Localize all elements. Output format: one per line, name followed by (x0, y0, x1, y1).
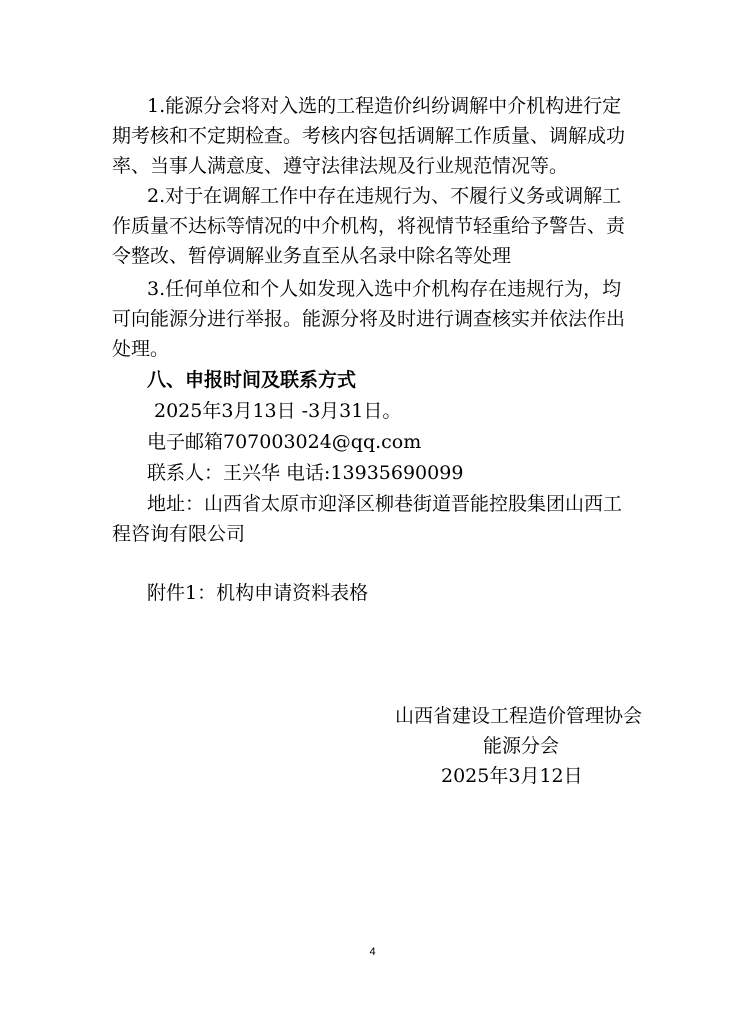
date-range: 2025年3月13日 -3月31日。 (154, 400, 402, 422)
email-line: 电子邮箱707003024@qq.com (147, 431, 422, 453)
item1-line1: 1.能源分会将对入选的工程造价纠纷调解中介机构进行定 (147, 95, 622, 117)
address-line2: 程咨询有限公司 (112, 523, 246, 545)
address-line1: 地址：山西省太原市迎泽区柳巷街道晋能控股集团山西工 (147, 493, 623, 515)
section-heading: 八、申报时间及联系方式 (147, 369, 357, 391)
signature-date: 2025年3月12日 (441, 765, 583, 787)
item3-line2: 可向能源分进行举报。能源分将及时进行调查核实并依法作出 (112, 308, 626, 330)
signature-org: 山西省建设工程造价管理协会 (395, 705, 643, 727)
item2-line3: 令整改、暂停调解业务直至从名录中除名等处理 (112, 245, 512, 267)
item1-line3: 率、当事人满意度、遵守法律法规及行业规范情况等。 (112, 155, 569, 177)
item1-line2: 期考核和不定期检查。考核内容包括调解工作质量、调解成功 (112, 125, 626, 147)
item2-line1: 2.对于在调解工作中存在违规行为、不履行义务或调解工 (147, 185, 622, 207)
item2-line2: 作质量不达标等情况的中介机构，将视情节轻重给予警告、责 (112, 215, 626, 237)
attachment-line: 附件1：机构申请资料表格 (147, 582, 369, 604)
contact-line: 联系人：王兴华 电话:13935690099 (147, 462, 464, 484)
item3-line1: 3.任何单位和个人如发现入选中介机构存在违规行为，均 (147, 278, 622, 300)
signature-branch: 能源分会 (483, 735, 560, 757)
page-number: 4 (369, 946, 376, 958)
item3-line3: 处理。 (112, 338, 170, 360)
